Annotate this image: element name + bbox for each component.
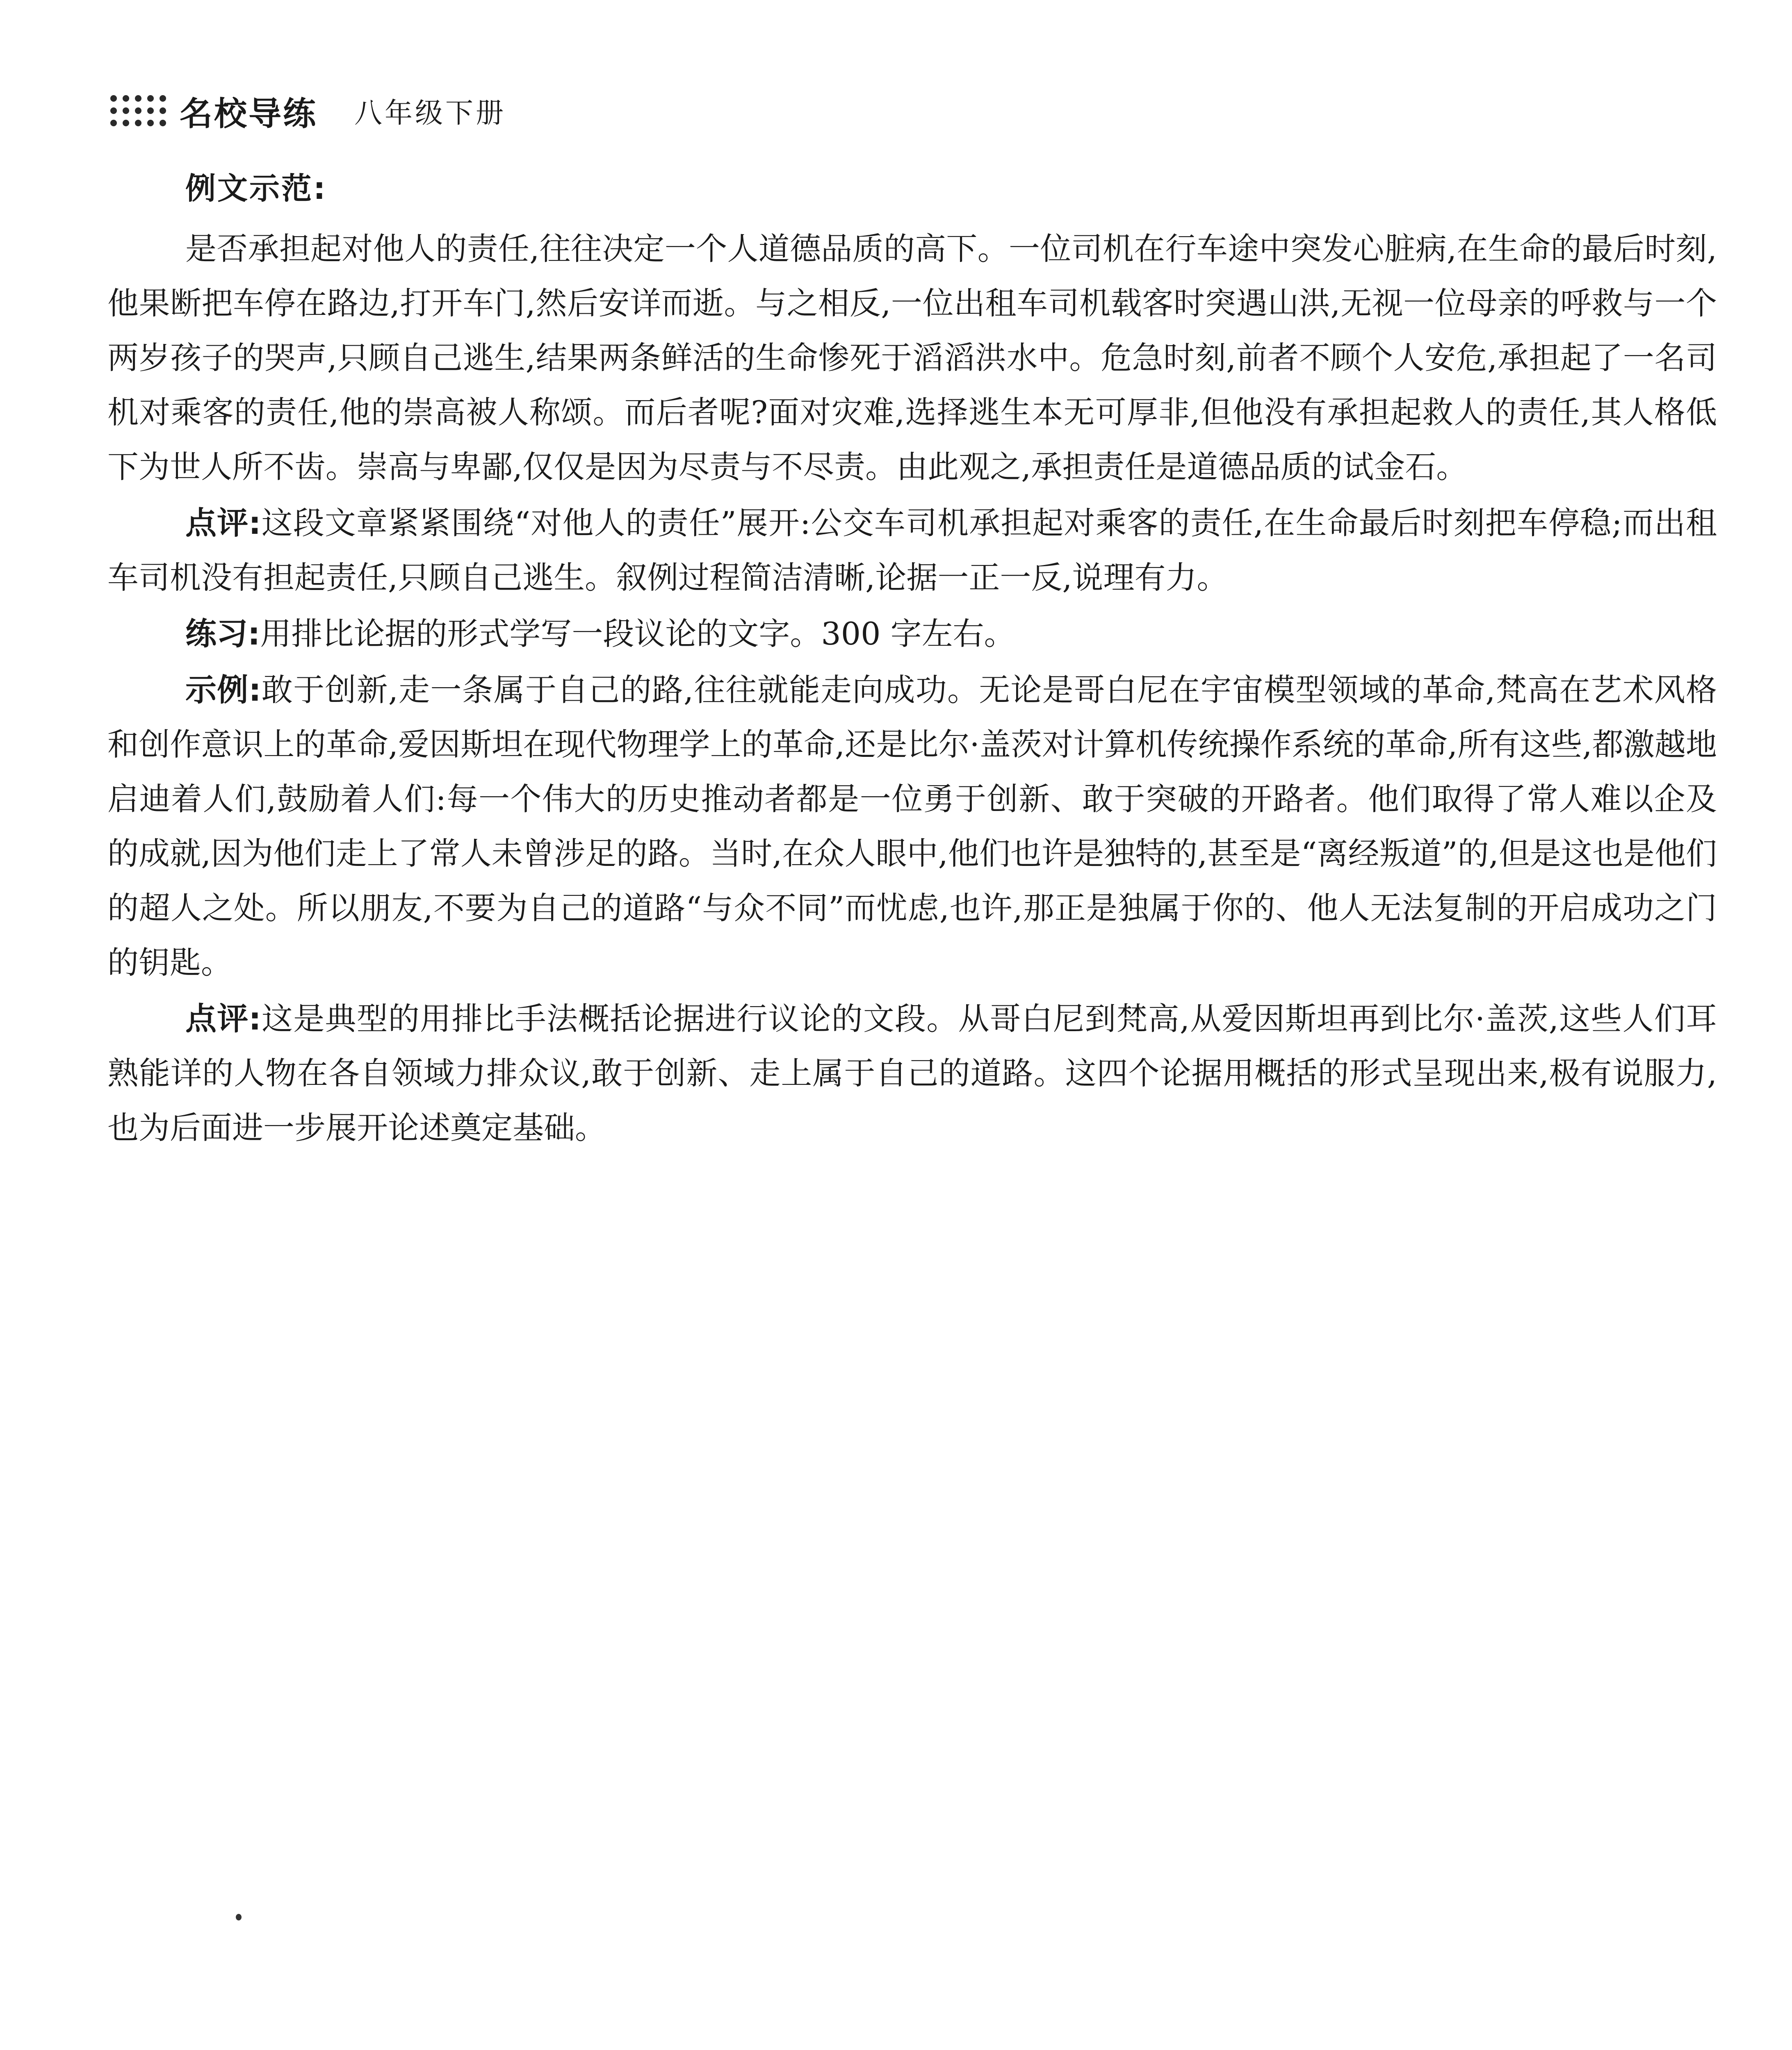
sample-text: 敢于创新,走一条属于自己的路,往往就能走向成功。无论是哥白尼在宇宙模型领域的革命,梵高在艺术风格和创作意识上的革命,爱因斯坦在现代物理学上的革命,还是比尔·盖茨对计算机传统操作系统的革命,所有这些,都激越地启迪着人们,鼓励着人们:每一个伟大的历史推动者都是一位勇于创新、敢于突破的开路者。他们取得了常人难以企及的成就,因为他们走上了常人未曾涉足的路。当时,在众人眼中,他们也许是独特的,甚至是“离经叛道”的,但是这也是他们的超人之处。所以朋友,不要为自己的道路“与众不同”而忧虑,也许,那正是独属于你的、他人无法复制的开启成功之门的钥匙。 (107, 672, 1717, 981)
example-paragraph: 是否承担起对他人的责任,往往决定一个人道德品质的高下。一位司机在行车途中突发心脏病,在生命的最后时刻,他果断把车停在路边,打开车门,然后安详而逝。与之相反,一位出租车司机载客时突遇山洪,无视一位母亲的呼救与一个两岁孩子的哭声,只顾自己逃生,结果两条鲜活的生命惨死于滔滔洪水中。危急时刻,前者不顾个人安危,承担起了一名司机对乘客的责任,他的崇高被人称颂。而后者呢?面对灾难,选择逃生本无可厚非,但他没有承担起救人的责任,其人格低下为世人所不齿。崇高与卑鄙,仅仅是因为尽责与不尽责。由此观之,承担责任是道德品质的试金石。 (107, 230, 1717, 485)
comment-2-text: 这是典型的用排比手法概括论据进行议论的文段。从哥白尼到梵高,从爱因斯坦再到比尔·盖茨,这些人们耳熟能详的人物在各自领域力排众议,敢于创新、走上属于自己的道路。这四个论据用概括的形式呈现出来,极有说服力,也为后面进一步展开论述奠定基础。 (107, 1000, 1717, 1146)
page-content (107, 164, 1717, 1157)
comment-2-label: 点评: (185, 1000, 261, 1037)
scan-speck (236, 1914, 242, 1920)
dotted-grid-icon (107, 92, 169, 129)
exercise (107, 606, 1717, 661)
comment-1-text: 这段文章紧紧围绕“对他人的责任”展开:公交车司机承担起对乘客的责任,在生命最后时刻把车停稳;而出租车司机没有担起责任,只顾自己逃生。叙例过程简洁清晰,论据一正一反,说理有力。 (107, 505, 1717, 596)
exercise-text: 用排比论据的形式学写一段议论的文字。300 字左右。 (260, 615, 1015, 652)
exercise-label: 练习: (185, 615, 260, 652)
comment-1-label: 点评: (185, 505, 261, 541)
book-grade: 八年级下册 (354, 97, 506, 130)
book-brand: 名校导练 (180, 94, 317, 133)
sample-label: 示例: (185, 672, 261, 708)
sample (107, 663, 1717, 990)
page-header (107, 88, 506, 133)
example-heading: 例文示范: (185, 171, 327, 206)
comment-1 (107, 496, 1717, 605)
comment-2 (107, 991, 1717, 1155)
